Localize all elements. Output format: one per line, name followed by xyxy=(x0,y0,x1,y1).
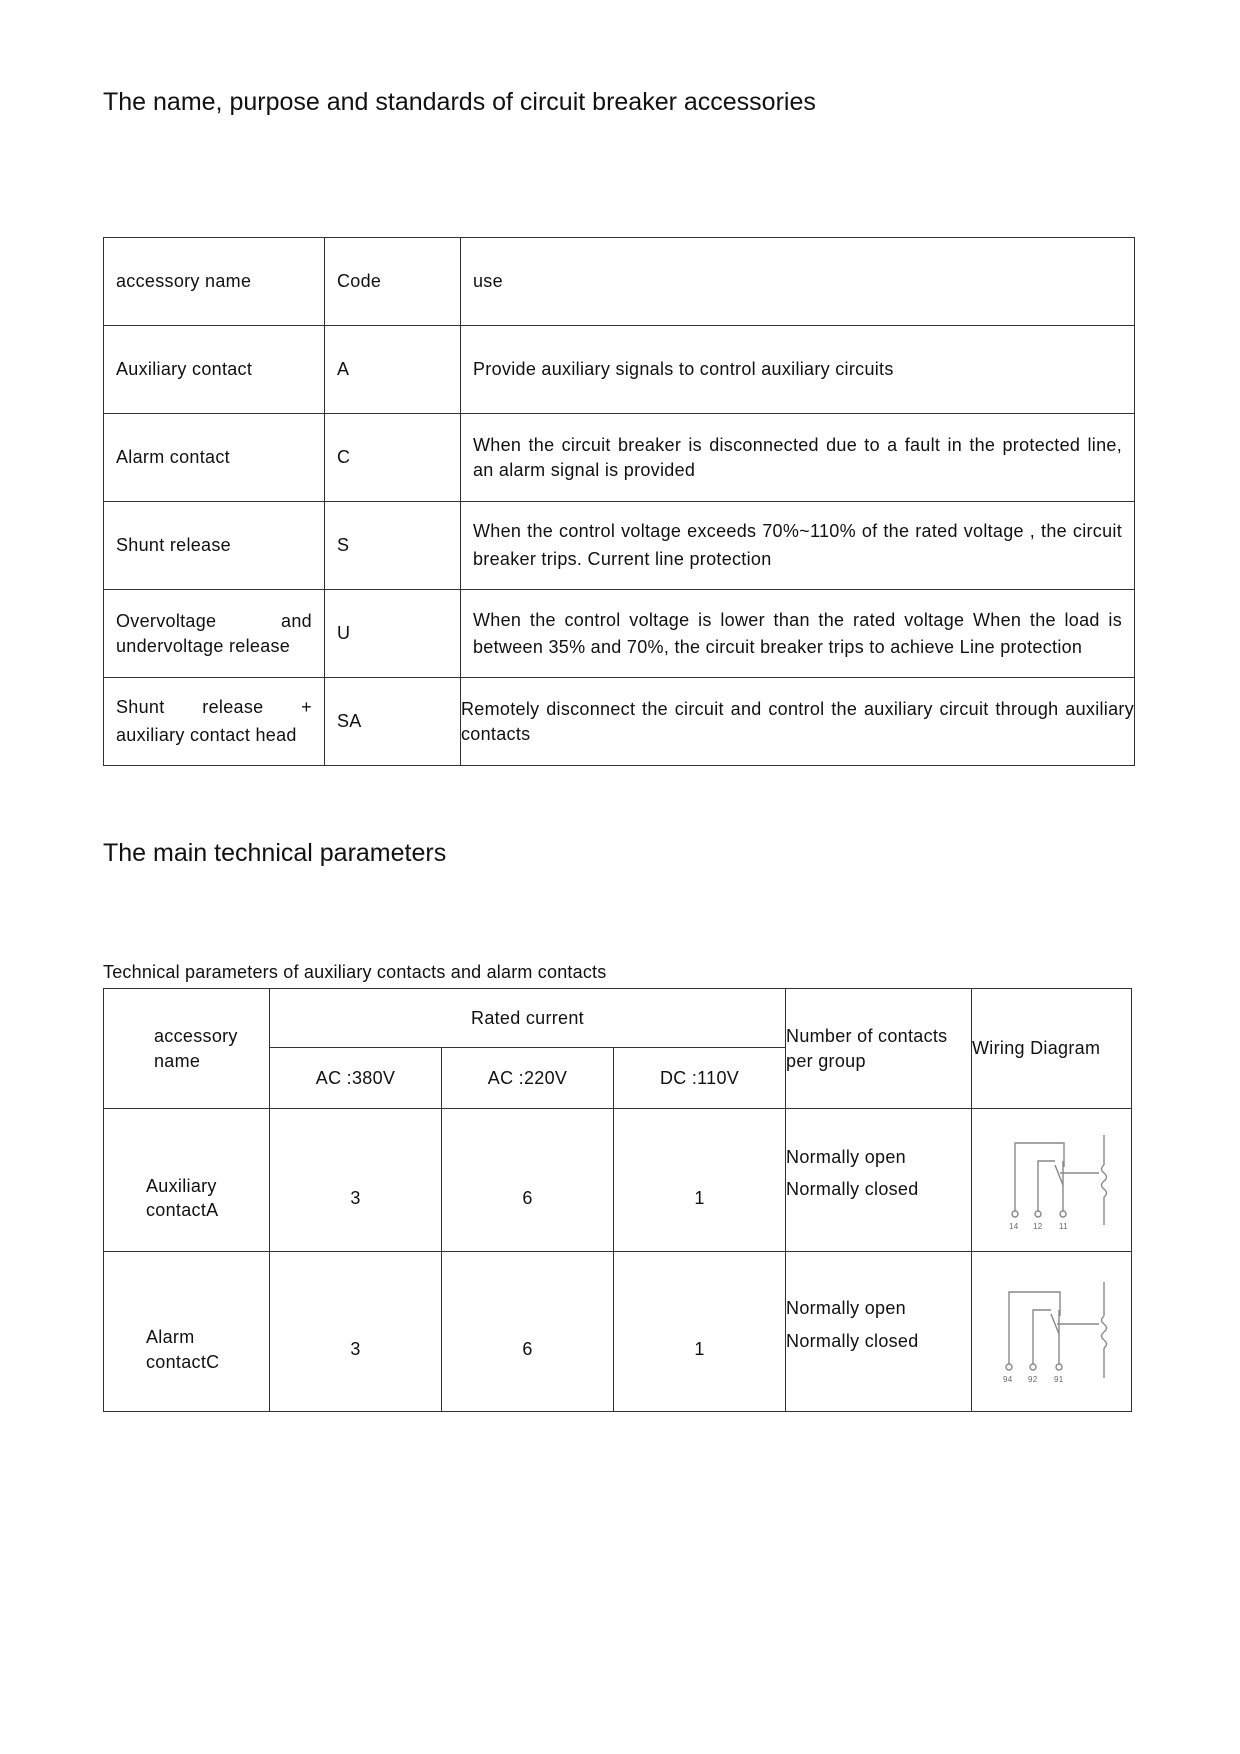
svg-text:94: 94 xyxy=(1002,1375,1013,1384)
wiring-diagram-alarm xyxy=(972,1252,1132,1412)
contact-type: Normally closed xyxy=(786,1179,919,1199)
accessory-name: Alarm contact xyxy=(104,414,325,502)
table-row xyxy=(104,590,1135,678)
accessory-code: SA xyxy=(325,678,461,766)
accessory-use: Remotely disconnect the circuit and control the auxiliary circuit through auxiliary contacts xyxy=(461,678,1135,766)
rated-current-value: 1 xyxy=(614,1252,786,1412)
header-rated-current: Rated current xyxy=(270,989,786,1048)
rated-current-value: 6 xyxy=(442,1109,614,1252)
wiring-diagram-icon xyxy=(987,1274,1117,1389)
header-code: Code xyxy=(325,238,461,326)
svg-text:11: 11 xyxy=(1058,1222,1068,1231)
accessory-name: Shunt release xyxy=(104,502,325,590)
accessory-use: When the control voltage exceeds 70%~110% of the rated voltage , the circuit breaker trips. Current line protection xyxy=(461,502,1135,590)
contact-type: Normally closed xyxy=(786,1330,919,1351)
table-header-row xyxy=(104,238,1135,326)
rated-current-value: 1 xyxy=(614,1109,786,1252)
wiring-diagram-icon xyxy=(987,1125,1117,1235)
section-title-accessories: The name, purpose and standards of circuit breaker accessories xyxy=(103,88,816,116)
table-header-row xyxy=(104,989,1132,1048)
svg-text:91: 91 xyxy=(1053,1375,1064,1384)
accessory-code: S xyxy=(325,502,461,590)
rated-current-value: 3 xyxy=(270,1252,442,1412)
table-row xyxy=(104,502,1135,590)
accessory-code: A xyxy=(325,326,461,414)
section-title-technical-parameters: The main technical parameters xyxy=(103,839,447,867)
header-accessory-name: accessory name xyxy=(104,238,325,326)
accessory-name: Alarm contactC xyxy=(104,1252,270,1412)
header-voltage-dc110: DC :110V xyxy=(614,1048,786,1109)
header-accessory-name: accessory name xyxy=(104,989,270,1109)
accessory-name: Auxiliary contact xyxy=(104,326,325,414)
accessory-use: When the circuit breaker is disconnected due to a fault in the protected line, an alarm signal is provided xyxy=(461,414,1135,502)
header-use: use xyxy=(461,238,1135,326)
accessory-code: U xyxy=(325,590,461,678)
accessory-code: C xyxy=(325,414,461,502)
svg-text:14: 14 xyxy=(1008,1222,1019,1231)
header-contacts-per-group: Number of contacts per group xyxy=(786,989,972,1109)
svg-text:92: 92 xyxy=(1027,1375,1038,1384)
rated-current-value: 3 xyxy=(270,1109,442,1252)
contacts-per-group xyxy=(786,1109,972,1252)
header-voltage-ac380: AC :380V xyxy=(270,1048,442,1109)
svg-text:12: 12 xyxy=(1032,1222,1043,1231)
table-caption: Technical parameters of auxiliary contacts and alarm contacts xyxy=(103,962,607,982)
accessory-use: When the control voltage is lower than the rated voltage When the load is between 35% and 70%, the circuit breaker trips to achieve Line protection xyxy=(461,590,1135,678)
wiring-diagram-auxiliary xyxy=(972,1109,1132,1252)
contacts-per-group xyxy=(786,1252,972,1412)
header-voltage-ac220: AC :220V xyxy=(442,1048,614,1109)
technical-parameters-table xyxy=(103,988,1132,1412)
accessory-name: Auxiliary contactA xyxy=(104,1109,270,1252)
header-wiring-diagram: Wiring Diagram xyxy=(972,989,1132,1109)
accessory-name: Shunt release + auxiliary contact head xyxy=(104,678,325,766)
table-row xyxy=(104,414,1135,502)
table-row xyxy=(104,1252,1132,1412)
contact-type: Normally open xyxy=(786,1146,906,1167)
accessories-table xyxy=(103,237,1135,766)
table-row xyxy=(104,1109,1132,1252)
rated-current-value: 6 xyxy=(442,1252,614,1412)
table-row xyxy=(104,326,1135,414)
table-row xyxy=(104,678,1135,766)
accessory-name: Overvoltage and undervoltage release xyxy=(104,590,325,678)
contact-type: Normally open xyxy=(786,1298,906,1319)
accessory-use: Provide auxiliary signals to control auxiliary circuits xyxy=(461,326,1135,414)
